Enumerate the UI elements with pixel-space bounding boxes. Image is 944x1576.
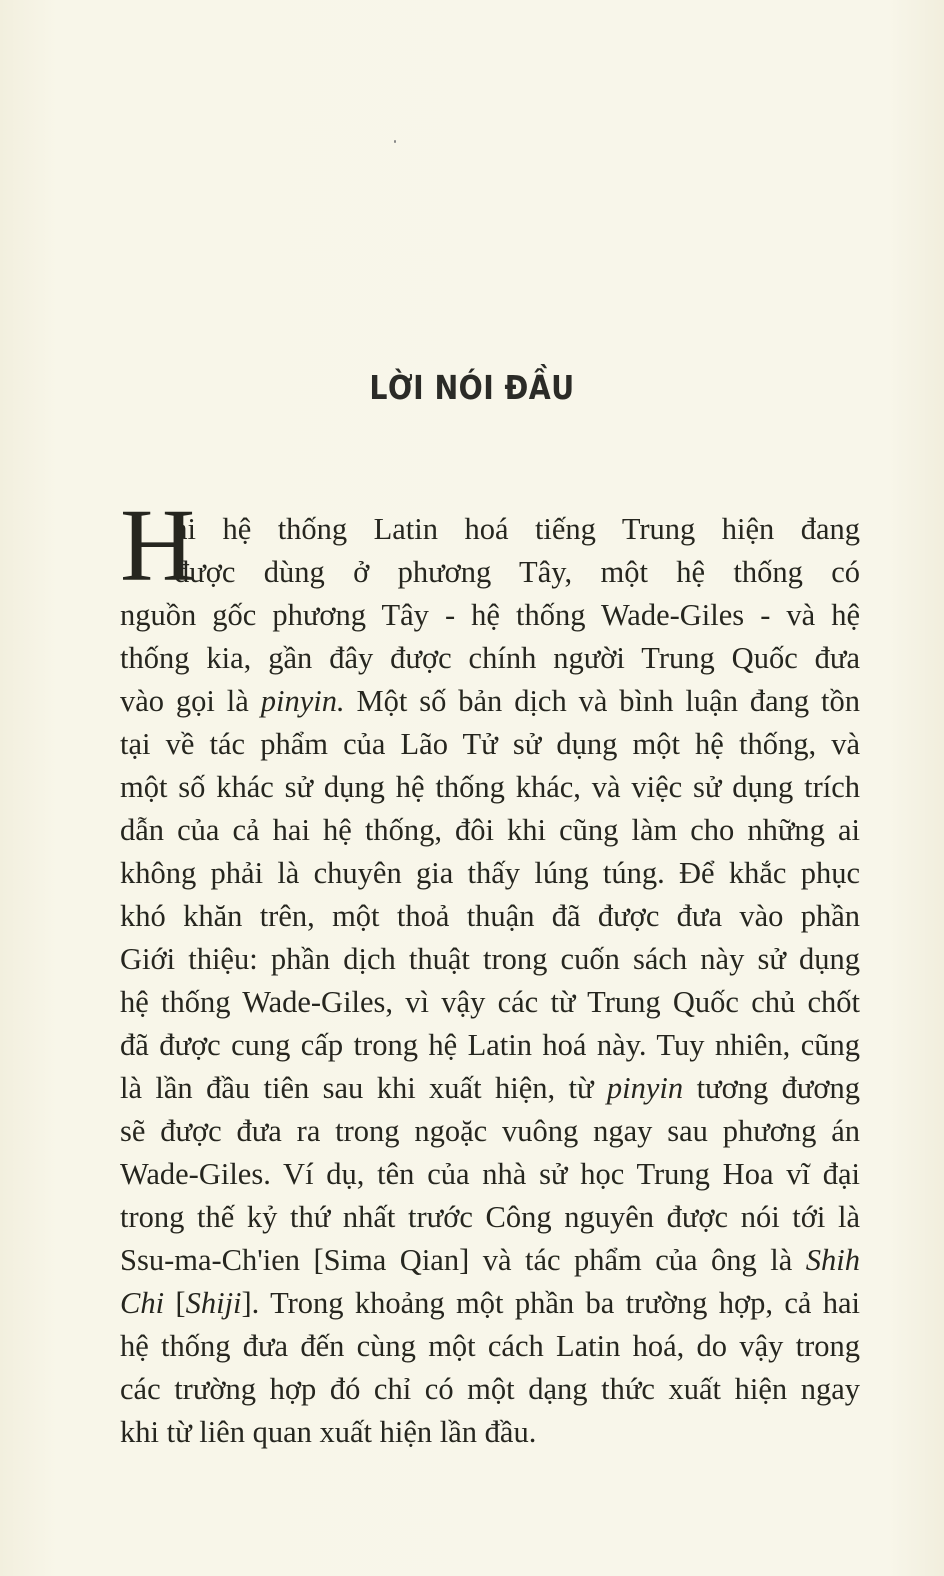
text-line — [120, 680, 860, 723]
text-line — [120, 551, 860, 594]
paper-speck — [394, 140, 396, 143]
text-line — [120, 1196, 860, 1239]
text-segment: khó khăn trên, một thoả thuận đã được đưa vào phần — [120, 899, 860, 933]
text-line — [120, 895, 860, 938]
text-segment: các trường hợp đó chỉ có một dạng thức xuất hiện ngay — [120, 1372, 860, 1406]
text-line — [120, 1067, 860, 1110]
text-line — [120, 637, 860, 680]
text-segment: hệ thống đưa đến cùng một cách Latin hoá, do vậy trong — [120, 1329, 860, 1363]
text-segment: Một số bản dịch và bình luận đang tồn — [344, 684, 861, 718]
italic-term: Chi — [120, 1286, 165, 1320]
italic-term: Shih — [805, 1243, 860, 1277]
text-line — [120, 1411, 860, 1454]
text-line — [120, 1239, 860, 1282]
text-segment: Giới thiệu: phần dịch thuật trong cuốn sách này sử dụng — [120, 942, 860, 976]
text-segment: một số khác sử dụng hệ thống khác, và việc sử dụng trích — [120, 770, 860, 804]
text-segment: dẫn của cả hai hệ thống, đôi khi cũng làm cho những ai — [120, 813, 860, 847]
text-line — [120, 1368, 860, 1411]
text-segment: đã được cung cấp trong hệ Latin hoá này. Tuy nhiên, cũng — [120, 1028, 860, 1062]
text-segment: tương đương — [683, 1071, 861, 1105]
text-line — [120, 1325, 860, 1368]
text-line — [120, 723, 860, 766]
text-line — [120, 1024, 860, 1067]
text-segment: thống kia, gần đây được chính người Trung Quốc đưa — [120, 641, 860, 675]
text-line — [120, 594, 860, 637]
text-segment: trong thế kỷ thứ nhất trước Công nguyên được nói tới là — [120, 1200, 860, 1234]
text-segment: ]. Trong khoảng một phần ba trường hợp, cả hai — [241, 1286, 860, 1320]
text-segment: Ssu-ma-Ch'ien [Sima Qian] và tác phẩm của ông là — [120, 1243, 806, 1277]
italic-term: pinyin. — [260, 684, 345, 718]
text-segment: Wade-Giles. Ví dụ, tên của nhà sử học Trung Hoa vĩ đại — [120, 1157, 860, 1191]
text-segment: sẽ được đưa ra trong ngoặc vuông ngay sau phương án — [120, 1114, 860, 1148]
text-segment: nguồn gốc phương Tây - hệ thống Wade-Giles - và hệ — [120, 598, 860, 632]
text-segment: vào gọi là — [120, 684, 261, 718]
text-segment: là lần đầu tiên sau khi xuất hiện, từ — [120, 1071, 607, 1105]
text-line — [120, 809, 860, 852]
text-line — [120, 852, 860, 895]
text-segment: khi từ liên quan xuất hiện lần đầu. — [120, 1415, 537, 1449]
text-segment: hệ thống Wade-Giles, vì vậy các từ Trung Quốc chủ chốt — [120, 985, 860, 1019]
text-line — [120, 1282, 860, 1325]
text-line — [120, 1110, 860, 1153]
text-segment: tại về tác phẩm của Lão Tử sử dụng một hệ thống, và — [120, 727, 860, 761]
text-line — [120, 1153, 860, 1196]
text-segment: ai hệ thống Latin hoá tiếng Trung hiện đang — [174, 512, 860, 546]
page-title: LỜI NÓI ĐẦU — [369, 368, 575, 407]
italic-term: Shiji — [185, 1286, 242, 1320]
drop-cap: H — [120, 488, 196, 603]
text-segment: [ — [164, 1286, 186, 1320]
preface-paragraph — [120, 508, 860, 1454]
text-line — [120, 508, 860, 551]
italic-term: pinyin — [606, 1071, 684, 1105]
text-segment: được dùng ở phương Tây, một hệ thống có — [174, 555, 860, 589]
text-segment: không phải là chuyên gia thấy lúng túng. Để khắc phục — [120, 856, 860, 890]
text-line — [120, 938, 860, 981]
text-line — [120, 766, 860, 809]
text-line — [120, 981, 860, 1024]
